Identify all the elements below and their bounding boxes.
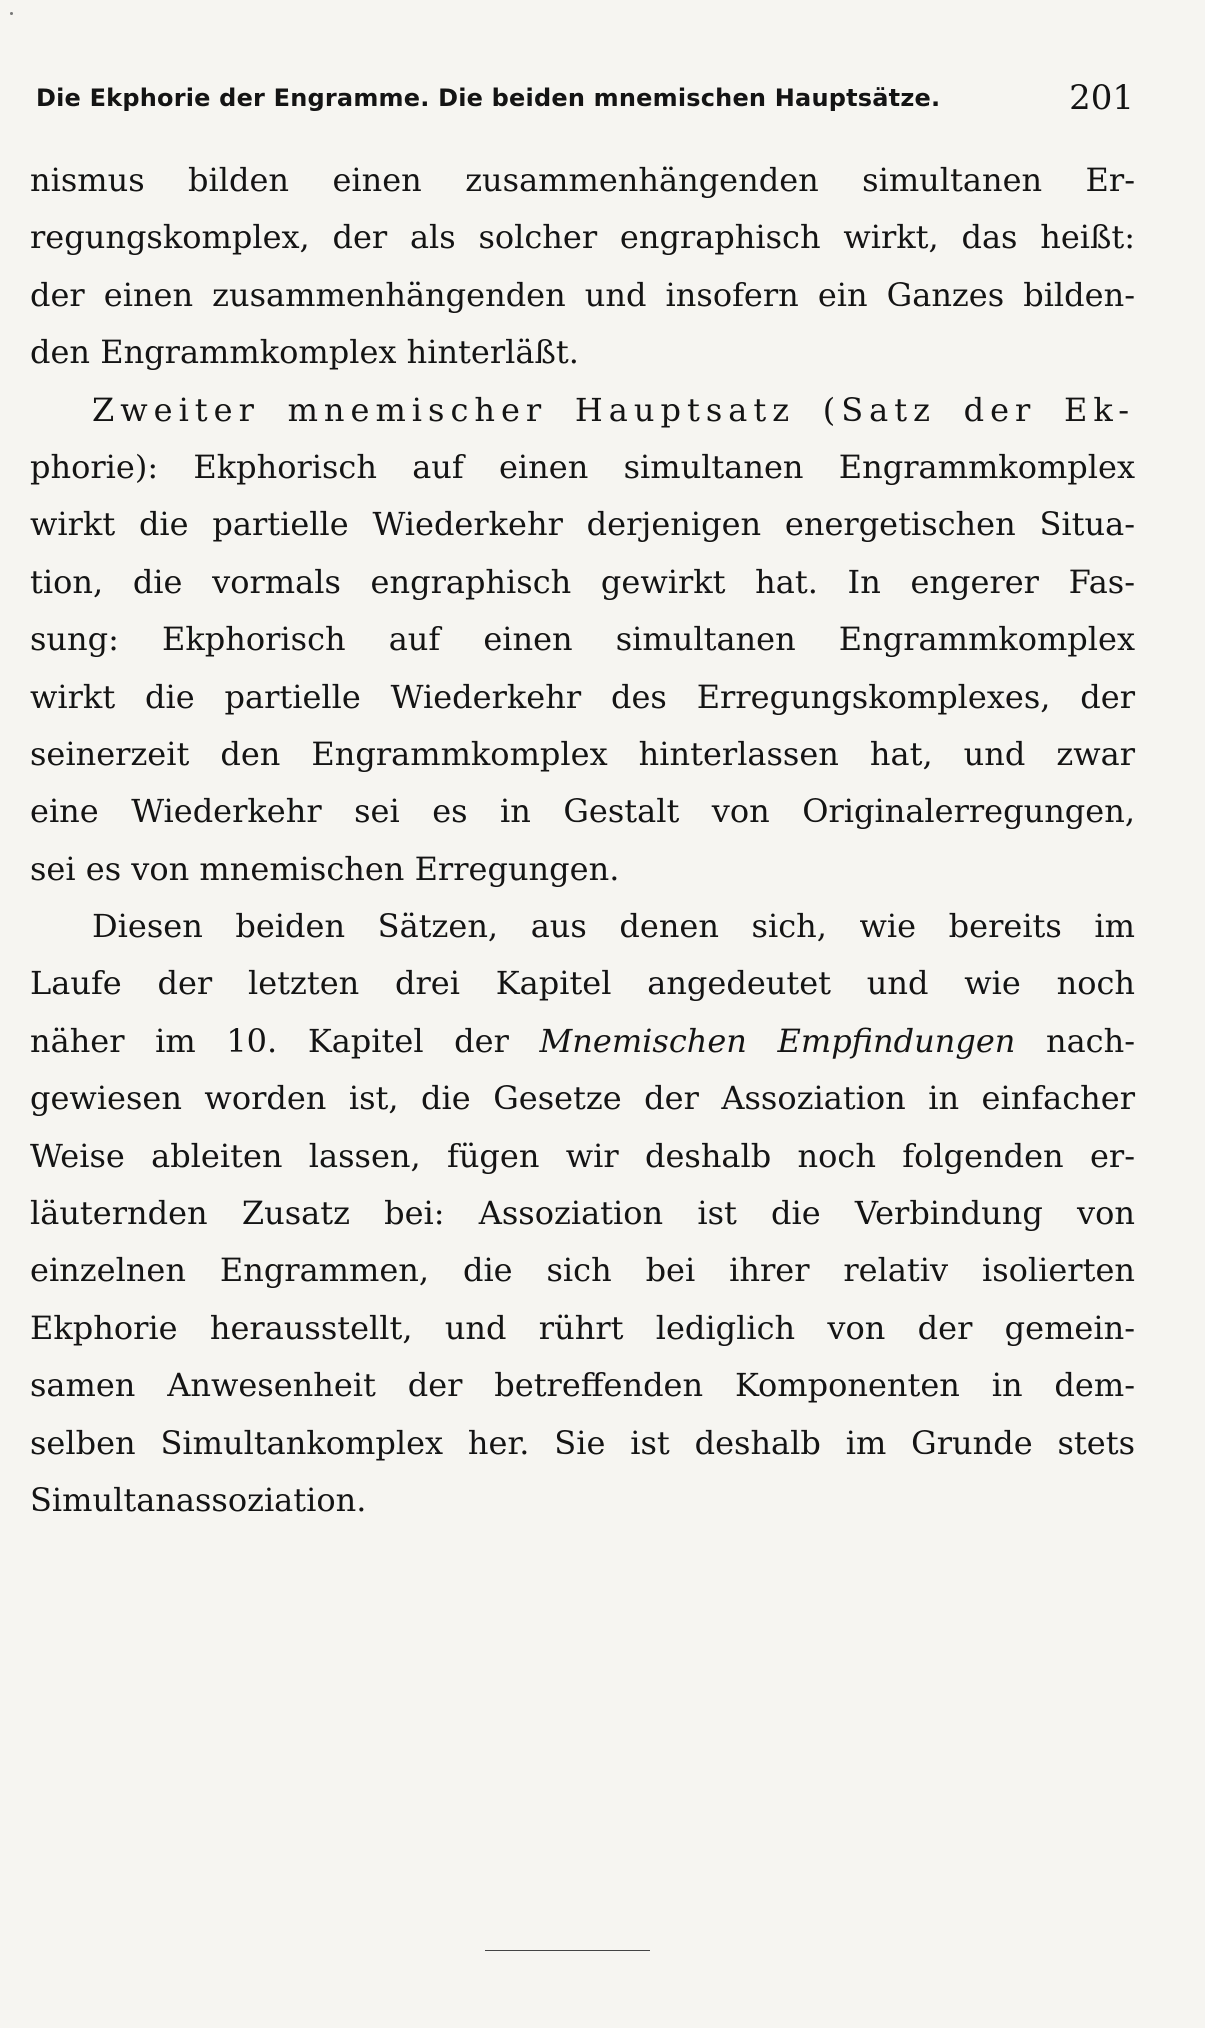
text-line: seinerzeit den Engrammkomplex hinterlassen hat, und zwar [30, 734, 1135, 773]
text-line: phorie): Ekphorisch auf einen simultanen Engrammkomplex [30, 447, 1135, 486]
text-line: wirkt die partielle Wiederkehr derjenigen energetischen Situa- [30, 505, 1135, 544]
running-header [36, 78, 1134, 118]
footer-rule [485, 1950, 650, 1951]
text-line: einzelnen Engrammen, die sich bei ihrer relativ isolierten [30, 1251, 1135, 1290]
text-line-indented: Diesen beiden Sätzen, aus denen sich, wie bereits im [92, 907, 1135, 946]
text-line: nismus bilden einen zusammenhängenden simultanen Er- [30, 161, 1135, 199]
text-line: sei es von mnemischen Erregungen. [30, 849, 620, 888]
theorem-heading: Zweiter mnemischer Hauptsatz (Satz der Ek- [92, 390, 1135, 429]
page-number: 201 [1069, 78, 1134, 118]
book-title-italic: Mnemischen Empfindungen [539, 1021, 1016, 1060]
text-line: gewiesen worden ist, die Gesetze der Assoziation in einfacher [30, 1079, 1135, 1118]
text-line: Weise ableiten lassen, fügen wir deshalb noch folgenden er- [30, 1136, 1135, 1175]
print-speck [10, 12, 13, 15]
text-line: sung: Ekphorisch auf einen simultanen Engrammkomplex [30, 620, 1135, 659]
text-line: wirkt die partielle Wiederkehr des Erregungskomplexes, der [30, 677, 1135, 716]
text-line-mixed [30, 1013, 1135, 1070]
text-segment: näher im 10. Kapitel der [30, 1021, 509, 1060]
text-line: regungskomplex, der als solcher engraphisch wirkt, das heißt: [30, 218, 1135, 257]
text-line-indented [30, 382, 1135, 439]
text-line: läuternden Zusatz bei: Assoziation ist die Verbindung von [30, 1194, 1135, 1233]
text-line: der einen zusammenhängenden und insofern ein Ganzes bilden- [30, 275, 1135, 314]
text-line: Laufe der letzten drei Kapitel angedeutet und wie noch [30, 964, 1135, 1003]
text-line: Simultanassoziation. [30, 1480, 367, 1519]
running-title: Die Ekphorie der Engramme. Die beiden mnemischen Hauptsätze. [36, 84, 941, 112]
text-line: eine Wiederkehr sei es in Gestalt von Originalerregungen, [30, 792, 1135, 831]
text-line: samen Anwesenheit der betreffenden Komponenten in dem- [30, 1366, 1135, 1405]
text-line: tion, die vormals engraphisch gewirkt hat. In engerer Fas- [30, 562, 1135, 601]
text-line: Ekphorie herausstellt, und rührt lediglich von der gemein- [30, 1308, 1135, 1347]
text-line: den Engrammkomplex hinterläßt. [30, 333, 579, 372]
text-segment: nach- [1045, 1021, 1136, 1060]
text-line: selben Simultankomplex her. Sie ist deshalb im Grunde stets [30, 1423, 1135, 1462]
body-text [30, 152, 1135, 1529]
